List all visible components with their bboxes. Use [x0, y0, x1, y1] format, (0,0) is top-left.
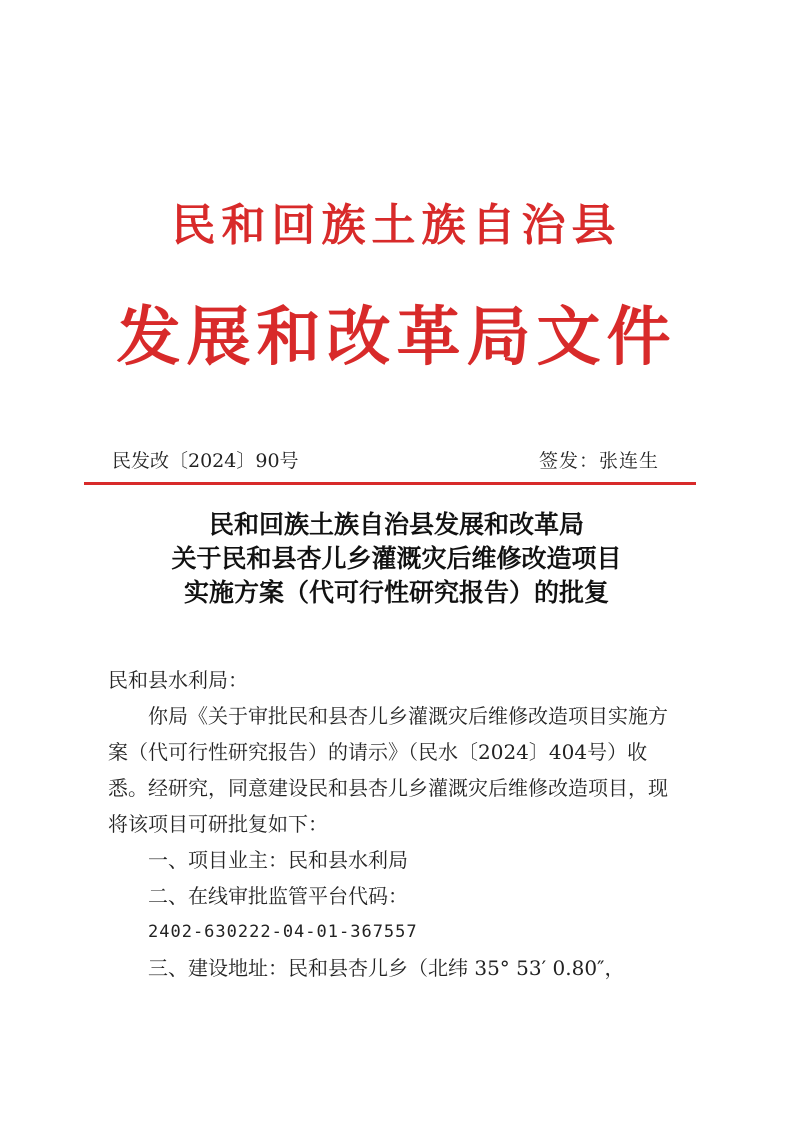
list-item: 一、项目业主：民和县水利局 [148, 848, 408, 872]
title-line: 关于民和县杏儿乡灌溉灾后维修改造项目 [171, 544, 622, 573]
document-body [108, 662, 683, 986]
title-line: 实施方案（代可行性研究报告）的批复 [183, 578, 609, 607]
red-divider [84, 482, 696, 485]
signer: 签发：张连生 [538, 450, 659, 472]
list-item: 三、建设地址：民和县杏儿乡（北纬 35° 53′ 0.80″， [148, 956, 625, 980]
body-paragraph: 你局《关于审批民和县杏儿乡灌溉灾后维修改造项目实施方案（代可行性研究报告）的请示》（民水〔2024〕404号）收悉。经研究，同意建设民和县杏儿乡灌溉灾后维修改造项目，现将该项目可研批复如下： [108, 704, 668, 836]
document-type-title: 发展和改革局文件 [116, 300, 677, 375]
list-item: 二、在线审批监管平台代码： [148, 884, 408, 908]
salutation: 民和县水利局： [108, 668, 248, 692]
title-line: 民和回族土族自治县发展和改革局 [208, 510, 584, 539]
issuer-name: 民和回族土族自治县 [171, 200, 622, 251]
platform-code: 2402-630222-04-01-367557 [148, 922, 418, 942]
document-number: 民发改〔2024〕90号 [112, 450, 299, 472]
document-title [0, 508, 793, 610]
